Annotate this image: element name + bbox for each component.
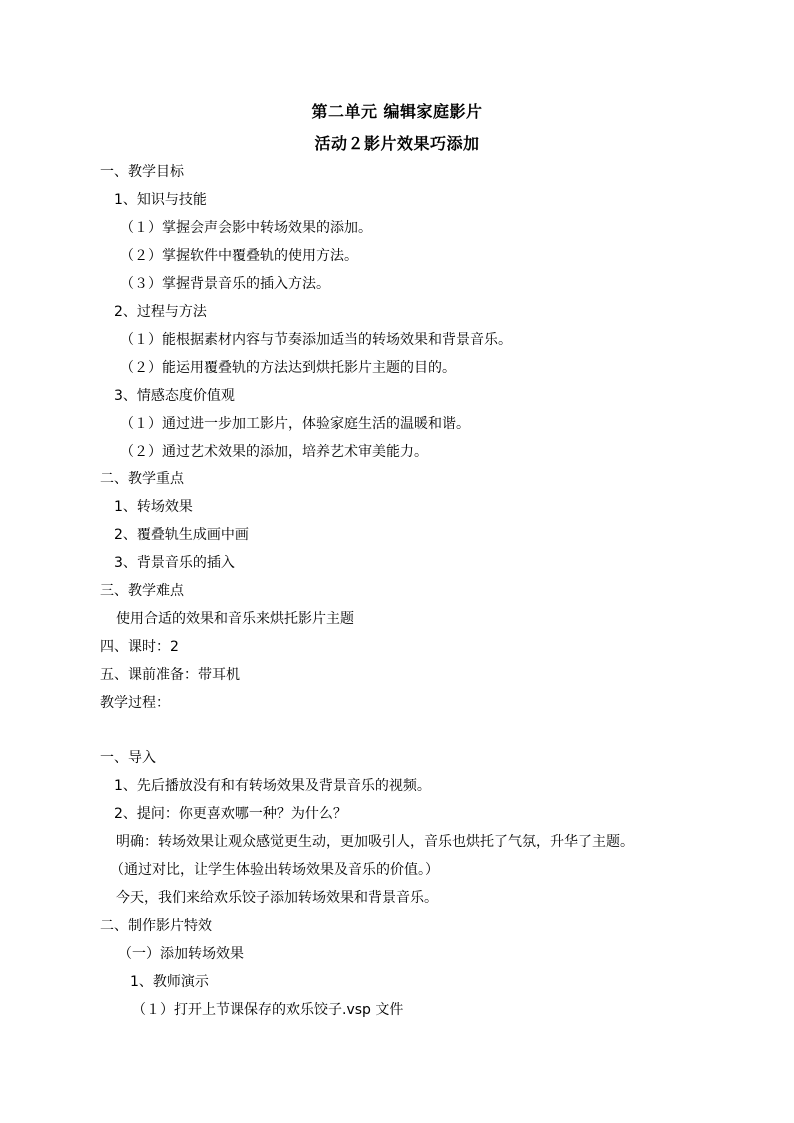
paragraph: 1、先后播放没有和有转场效果及背景音乐的视频。 <box>114 778 431 794</box>
section-heading: 教学过程： <box>100 695 170 711</box>
list-item: （１）能根据素材内容与节奏添加适当的转场效果和背景音乐。 <box>120 332 512 348</box>
list-item: （１）通过进一步加工影片，体验家庭生活的温暖和谐。 <box>120 416 470 432</box>
section-heading: 三、教学难点 <box>100 583 184 599</box>
list-item: 1、转场效果 <box>114 499 193 515</box>
subsection-heading: 2、过程与方法 <box>114 304 207 320</box>
list-item: （３）掌握背景音乐的插入方法。 <box>120 276 330 292</box>
paragraph: 使用合适的效果和音乐来烘托影片主题 <box>116 611 354 627</box>
subsection-heading: 1、知识与技能 <box>114 192 207 208</box>
list-item: （１）掌握会声会影中转场效果的添加。 <box>120 220 372 236</box>
paragraph: （通过对比，让学生体验出转场效果及音乐的价值。） <box>110 862 439 878</box>
paragraph: 今天，我们来给欢乐饺子添加转场效果和背景音乐。 <box>116 890 438 906</box>
list-item: 3、背景音乐的插入 <box>114 555 235 571</box>
paragraph: 2、提问：你更喜欢哪一种？为什么？ <box>114 806 347 822</box>
subsection-heading: （一）添加转场效果 <box>118 946 244 962</box>
document-title: 第二单元 编辑家庭影片 <box>311 102 483 121</box>
list-item: （２）能运用覆叠轨的方法达到烘托影片主题的目的。 <box>120 360 456 376</box>
list-item: 1、教师演示 <box>130 974 209 990</box>
document-subtitle: 活动２影片效果巧添加 <box>314 134 480 153</box>
subsection-heading: 3、情感态度价值观 <box>114 388 235 404</box>
section-heading: 四、课时：2 <box>100 639 179 655</box>
paragraph: 明确：转场效果让观众感觉更生动，更加吸引人，音乐也烘托了气氛，升华了主题。 <box>116 834 634 850</box>
list-item: （２）通过艺术效果的添加，培养艺术审美能力。 <box>120 444 428 460</box>
section-heading: 二、教学重点 <box>100 471 184 487</box>
list-item: （１）打开上节课保存的欢乐饺子.vsp 文件 <box>132 1002 404 1018</box>
list-item: 2、覆叠轨生成画中画 <box>114 527 249 543</box>
section-heading: 五、课前准备：带耳机 <box>100 667 240 683</box>
section-heading: 二、制作影片特效 <box>100 918 212 934</box>
list-item: （２）掌握软件中覆叠轨的使用方法。 <box>120 248 358 264</box>
section-heading: 一、导入 <box>100 750 156 766</box>
section-heading: 一、教学目标 <box>100 164 184 180</box>
